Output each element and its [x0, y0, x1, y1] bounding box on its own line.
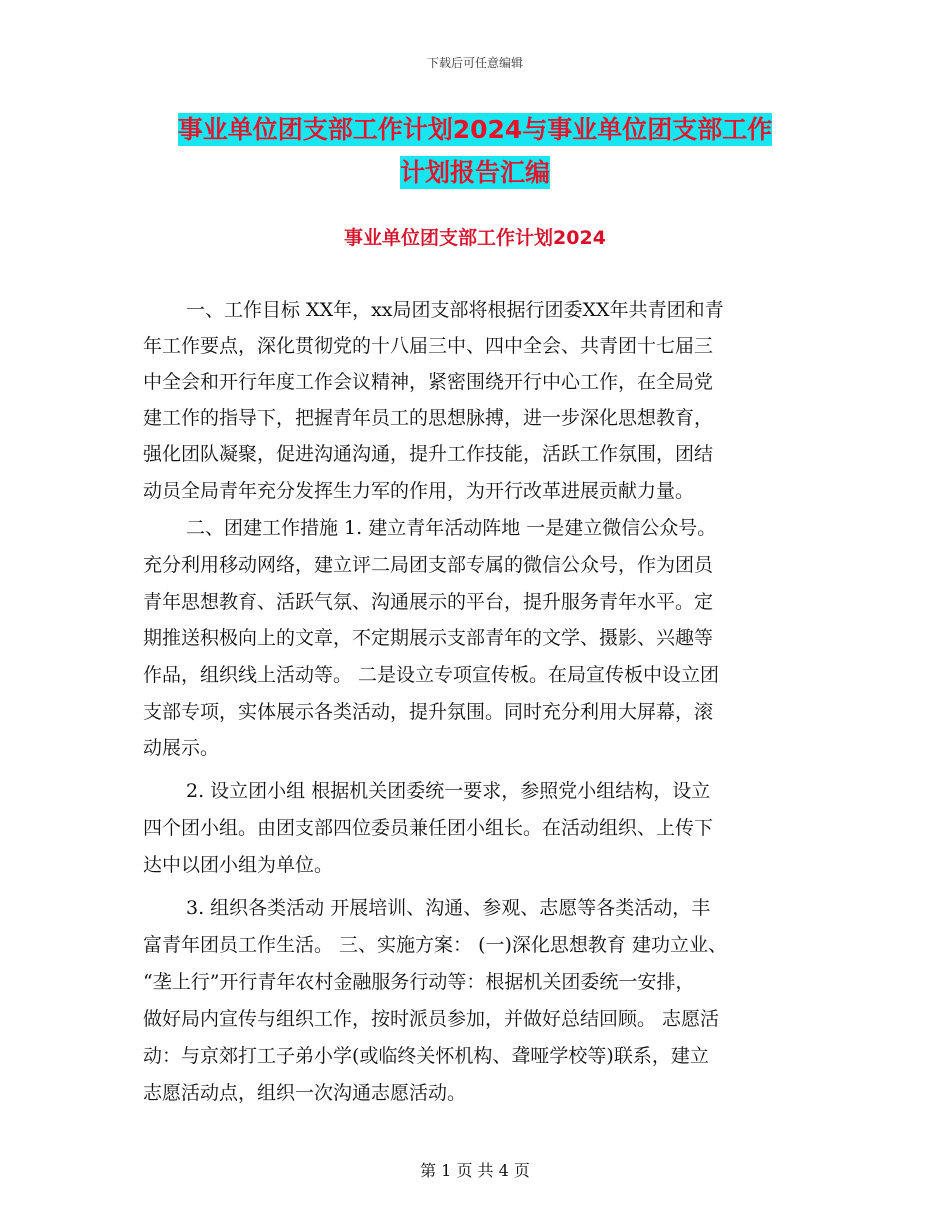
body-line: 动展示。	[143, 737, 220, 759]
section-title: 事业单位团支部工作计划2024	[344, 227, 606, 249]
doc-title-line1-text: 事业单位团支部工作计划2024与事业单位团支部工作	[177, 115, 773, 144]
body-line: 达中以团小组为单位。	[143, 854, 334, 876]
body-line: 支部专项，实体展示各类活动，提升氛围。同时充分利用大屏幕，滚	[143, 701, 714, 723]
body-line: 强化团队凝聚，促进沟通沟通，提升工作技能，活跃工作氛围，团结	[143, 443, 714, 465]
body-line: 动员全局青年充分发挥生力军的作用，为开行改革进展贡献力量。	[143, 480, 695, 502]
body-line: 年工作要点，深化贯彻党的十八届三中、四中全会、共青团十七届三	[143, 335, 714, 357]
body-line: 动：与京郊打工子弟小学(或临终关怀机构、聋哑学校等)联系，建立	[143, 1045, 709, 1067]
body-line: 中全会和开行年度工作会议精神，紧密围绕开行中心工作，在全局党	[143, 371, 714, 393]
body-line: 做好局内宣传与组织工作，按时派员参加，并做好总结回顾。 志愿活	[143, 1008, 720, 1030]
body-line: 建工作的指导下，把握青年员工的思想脉搏，进一步深化思想教育，	[143, 407, 714, 429]
body-line: 青年思想教育、活跃气氛、沟通展示的平台，提升服务青年水平。定	[143, 591, 714, 613]
body-line: 一、工作目标 XX年，xx局团支部将根据行团委XX年共青团和青	[186, 299, 724, 321]
body-line: 作品，组织线上活动等。 二是设立专项宣传板。在局宣传板中设立团	[143, 664, 720, 686]
body-line: 2. 设立团小组 根据机关团委统一要求，参照党小组结构，设立	[186, 780, 711, 802]
doc-title-line2-text: 计划报告汇编	[399, 158, 550, 187]
doc-title-line2	[0, 156, 950, 190]
body-line: 二、团建工作措施 1. 建立青年活动阵地 一是建立微信公众号。	[186, 517, 717, 539]
body-line: 志愿活动点，组织一次沟通志愿活动。	[143, 1082, 467, 1104]
page-footer: 第 1 页 共 4 页	[420, 1161, 530, 1180]
body-line: 四个团小组。由团支部四位委员兼任团小组长。在活动组织、上传下	[143, 817, 714, 839]
body-line: 富青年团员工作生活。 三、实施方案： (一)深化思想教育 建功立业、	[143, 934, 727, 956]
body-line: 充分利用移动网络，建立评二局团支部专属的微信公众号，作为团员	[143, 554, 714, 576]
page-header-note: 下载后可任意编辑	[426, 56, 523, 70]
body-line: 期推送积极向上的文章，不定期展示支部青年的文学、摄影、兴趣等	[143, 627, 714, 649]
body-line: “垄上行”开行青年农村金融服务行动等：根据机关团委统一安排，	[143, 971, 695, 993]
doc-title-line1	[0, 113, 950, 147]
body-line: 3. 组织各类活动 开展培训、沟通、参观、志愿等各类活动，丰	[186, 897, 711, 919]
